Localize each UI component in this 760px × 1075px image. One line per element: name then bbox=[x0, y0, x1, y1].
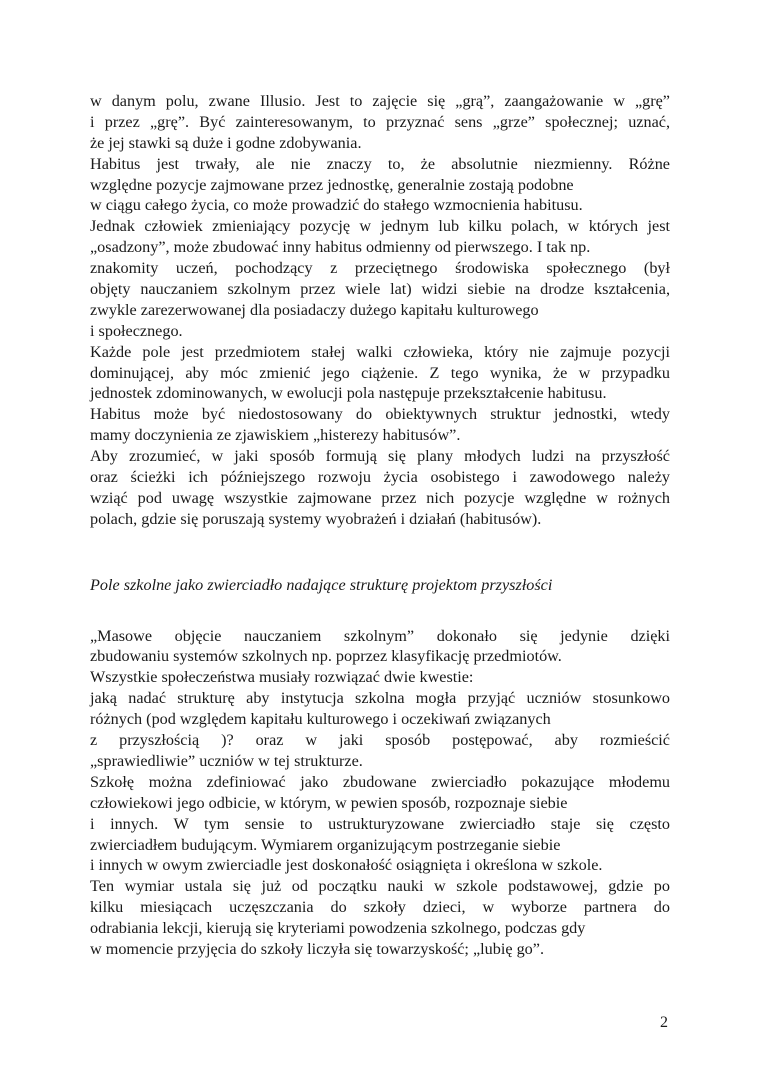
text-line: w momencie przyjęcia do szkoły liczyła się towarzyskość; „lubię go”. bbox=[90, 939, 544, 958]
document-body bbox=[90, 91, 670, 960]
text-line: z przyszłością )? oraz w jaki sposób postępować, aby rozmieścić bbox=[90, 731, 670, 750]
text-line: wziąć pod uwagę wszystkie zajmowane przez nich pozycje względne w rożnych bbox=[90, 488, 670, 507]
text-line: względne pozycje zajmowane przez jednostkę, generalnie zostają podobne bbox=[90, 175, 574, 194]
page-number: 2 bbox=[660, 1014, 668, 1031]
text-line: „sprawiedliwie” uczniów w tej strukturze. bbox=[90, 751, 363, 770]
text-line: Szkołę można zdefiniować jako zbudowane zwierciadło pokazujące młodemu bbox=[90, 772, 670, 791]
text-line: oraz ścieżki ich późniejszego rozwoju życia osobistego i zawodowego należy bbox=[90, 468, 670, 487]
text-line: odrabiania lekcji, kierują się kryteriami powodzenia szkolnego, podczas gdy bbox=[90, 919, 586, 938]
text-line: Ten wymiar ustala się już od początku nauki w szkole podstawowej, gdzie po bbox=[90, 877, 670, 896]
text-line: człowiekowi jego odbicie, w którym, w pewien sposób, rozpoznaje siebie bbox=[90, 793, 568, 812]
text-line: i innych. W tym sensie to ustrukturyzowane zwierciadło staje się często bbox=[90, 814, 670, 833]
text-line: zbudowaniu systemów szkolnych np. poprzez klasyfikację przedmiotów. bbox=[90, 647, 562, 666]
text-line: Habitus jest trwały, ale nie znaczy to, że absolutnie niezmienny. Różne bbox=[90, 154, 670, 173]
text-line: różnych (pod względem kapitału kulturowego i oczekiwań związanych bbox=[90, 710, 551, 729]
text-line: że jej stawki są duże i godne zdobywania. bbox=[90, 133, 362, 152]
text-line: jednostek zdominowanych, w ewolucji pola następuje przekształcenie habitusu. bbox=[90, 384, 607, 403]
paragraph-block-1 bbox=[90, 91, 670, 530]
text-line: „Masowe objęcie nauczaniem szkolnym” dokonało się jedynie dzięki bbox=[90, 626, 670, 645]
text-line: polach, gdzie się poruszają systemy wyobrażeń i działań (habitusów). bbox=[90, 509, 542, 528]
text-line: kilku miesiącach uczęszczania do szkoły dzieci, w wyborze partnera do bbox=[90, 898, 670, 917]
text-line: „osadzony”, może zbudować inny habitus odmienny od pierwszego. I tak np. bbox=[90, 238, 591, 257]
heading-spacer bbox=[90, 596, 670, 626]
text-line: Aby zrozumieć, w jaki sposób formują się plany młodych ludzi na przyszłość bbox=[90, 447, 670, 466]
section-spacer bbox=[90, 530, 670, 575]
text-line: w ciągu całego życia, co może prowadzić do stałego wzmocnienia habitusu. bbox=[90, 196, 583, 215]
text-line: zwierciadłem budującym. Wymiarem organizującym postrzeganie siebie bbox=[90, 835, 561, 854]
text-line: zwykle zarezerwowanej dla posiadaczy dużego kapitału kulturowego bbox=[90, 300, 539, 319]
section-heading: Pole szkolne jako zwierciadło nadające strukturę projektom przyszłości bbox=[90, 575, 553, 594]
text-line: Wszystkie społeczeństwa musiały rozwiązać dwie kwestie: bbox=[90, 668, 474, 687]
text-line: i przez „grę”. Być zainteresowanym, to przyznać sens „grze” społecznej; uznać, bbox=[90, 112, 670, 131]
text-line: jaką nadać strukturę aby instytucja szkolna mogła przyjąć uczniów stosunkowo bbox=[90, 689, 670, 708]
text-line: i społecznego. bbox=[90, 321, 183, 340]
text-line: znakomity uczeń, pochodzący z przeciętnego środowiska społecznego (był bbox=[90, 259, 670, 278]
paragraph-block-2 bbox=[90, 626, 670, 960]
text-line: Jednak człowiek zmieniający pozycję w jednym lub kilku polach, w których jest bbox=[90, 217, 670, 236]
text-line: w danym polu, zwane Illusio. Jest to zajęcie się „grą”, zaangażowanie w „grę” bbox=[90, 92, 670, 110]
text-line: dominującej, aby móc zmienić jego ciążenie. Z tego wynika, że w przypadku bbox=[90, 363, 670, 382]
text-line: mamy doczynienia ze zjawiskiem „histerezy habitusów”. bbox=[90, 426, 461, 445]
text-line: Habitus może być niedostosowany do obiektywnych struktur jednostki, wtedy bbox=[90, 405, 670, 424]
text-line: i innych w owym zwierciadle jest doskonałość osiągnięta i określona w szkole. bbox=[90, 856, 603, 875]
text-line: objęty nauczaniem szkolnym przez wiele lat) widzi siebie na drodze kształcenia, bbox=[90, 280, 670, 299]
text-line: Każde pole jest przedmiotem stałej walki człowieka, który nie zajmuje pozycji bbox=[90, 342, 670, 361]
